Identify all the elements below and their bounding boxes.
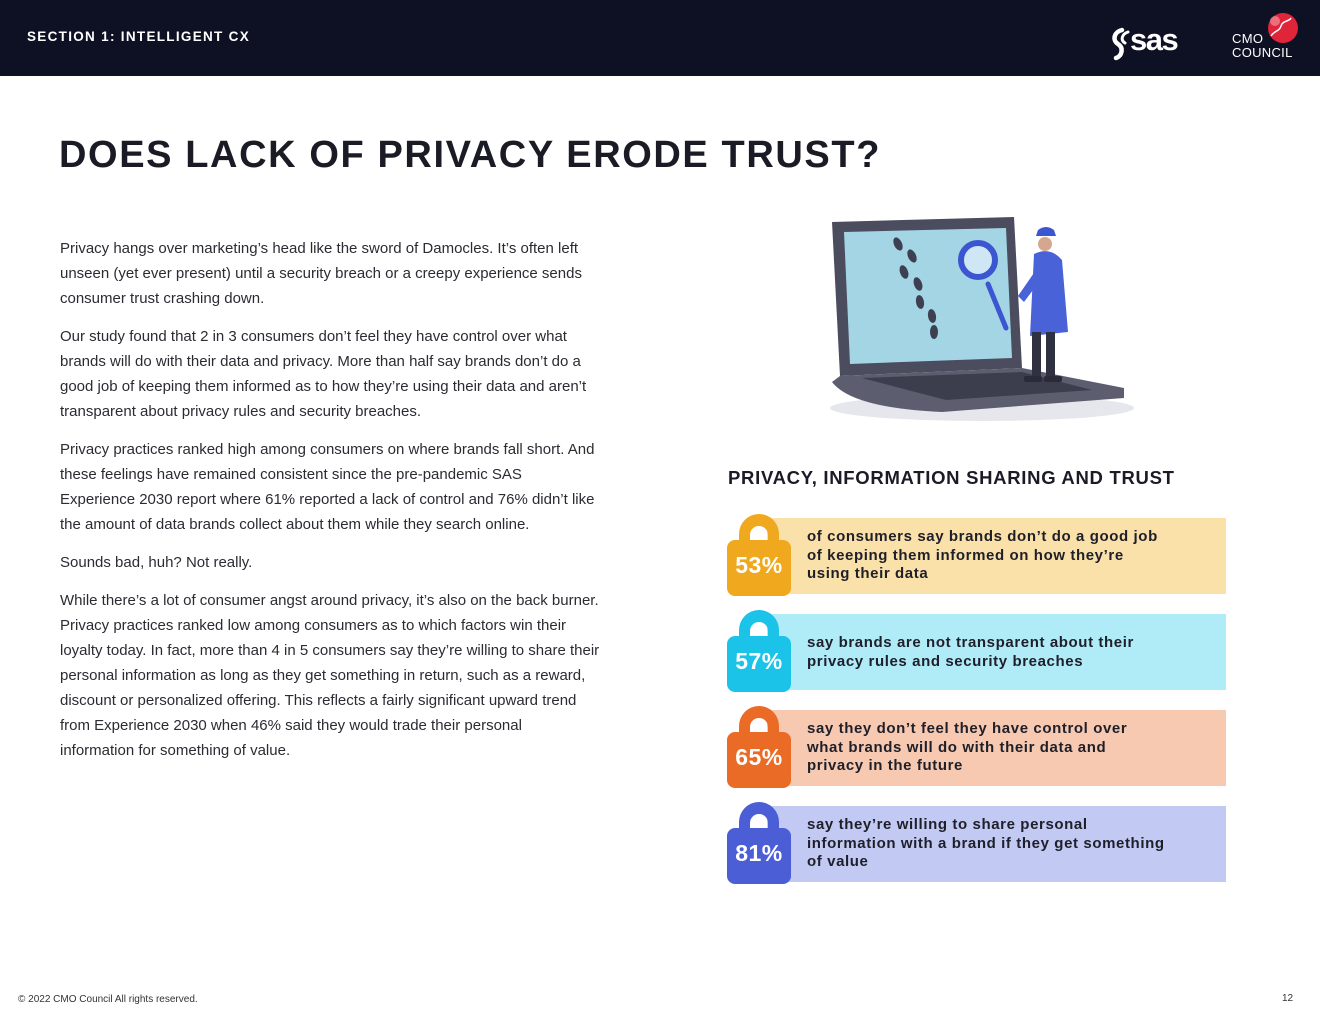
paragraph: Our study found that 2 in 3 consumers don’t feel they have control over what brands will do with their data and privacy. More than half say brands don’t do a good job of keeping them informed as to how they’re using their data and aren’t transparent about privacy rules and security breaches. [60, 328, 587, 420]
paragraph: Privacy hangs over marketing’s head like the sword of Damocles. It’s often left unseen (yet ever present) until a security breach or a creepy experience sends consumer trust crashing down. [60, 240, 582, 307]
stat-row [727, 510, 1227, 596]
paragraph: While there’s a lot of consumer angst around privacy, it’s also on the back burner. Privacy practices ranked low among consumers as to which factors win their loyalty today. In fact, more than 4 in 5 consumers say they’re willing to share their personal information as long as they get something in return, such as a reward, discount or personalized offering. This reflects a fairly significant upward trend from Experience 2030 when 46% said they would trade their personal information for something of value. [60, 592, 600, 759]
page-number: 12 [1282, 993, 1294, 1004]
stat-row [727, 606, 1227, 692]
sas-logo-text: sas [1130, 22, 1178, 57]
cmo-council-logo-text [1232, 32, 1293, 60]
stat-percentage: 57% [735, 648, 783, 674]
paragraph: Privacy practices ranked high among consumers on where brands fall short. And these feelings have remained consistent since the pre-pandemic SAS Experience 2030 report where 61% reported a lack of control and 76% didn’t like the amount of data brands collect about them while they search online. [60, 441, 595, 533]
stat-row [727, 798, 1227, 884]
stat-percentage: 53% [735, 552, 783, 578]
body-text [60, 236, 600, 776]
infographic-title: PRIVACY, INFORMATION SHARING AND TRUST [728, 467, 1175, 488]
stat-description: of consumers say brands don’t do a good job of keeping them informed on how they’re using their data [807, 528, 1158, 582]
stat-description: say they’re willing to share personal information with a brand if they get something of value [807, 816, 1165, 870]
stat-percentage: 65% [735, 744, 783, 770]
laptop-detective-illustration [822, 212, 1142, 427]
copyright: © 2022 CMO Council All rights reserved. [18, 994, 198, 1005]
stat-percentage: 81% [735, 840, 783, 866]
header-bar [0, 0, 1320, 76]
lock-icon [727, 702, 791, 788]
cmo-logo-line2: COUNCIL [1232, 45, 1293, 60]
lock-icon [727, 510, 791, 596]
stat-row [727, 702, 1227, 788]
lock-icon [727, 798, 791, 884]
lock-icon [727, 606, 791, 692]
paragraph: Sounds bad, huh? Not really. [60, 554, 253, 571]
section-label: SECTION 1: INTELLIGENT CX [27, 29, 251, 44]
stat-description: say they don’t feel they have control over what brands will do with their data and privacy in the future [807, 720, 1128, 774]
cmo-logo-line1: CMO [1232, 31, 1264, 46]
stat-description: say brands are not transparent about their privacy rules and security breaches [807, 634, 1134, 670]
page-title: DOES LACK OF PRIVACY ERODE TRUST? [59, 134, 882, 176]
